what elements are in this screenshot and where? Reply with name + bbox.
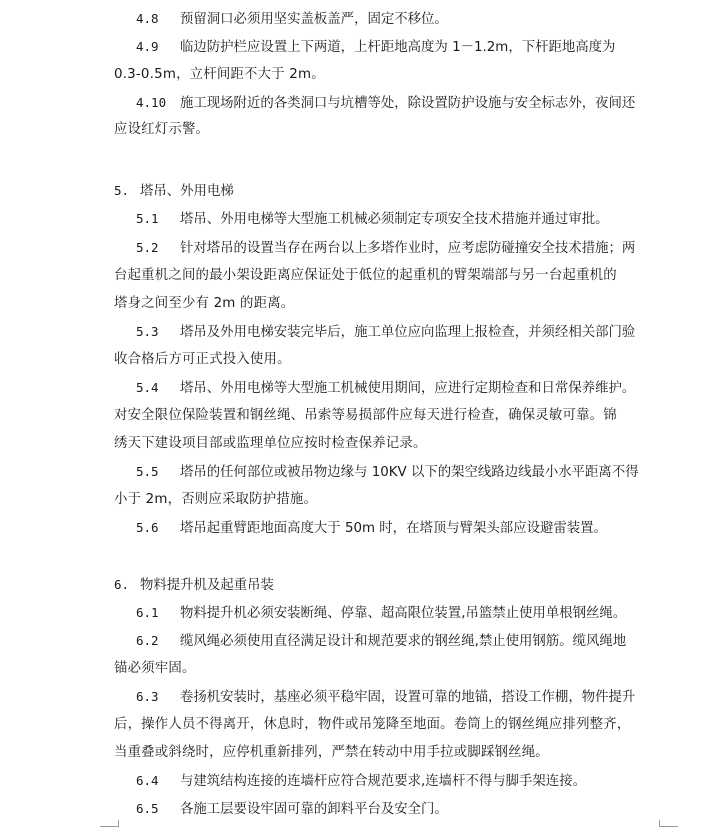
clause-5-3 [136, 324, 635, 341]
clause-4-10 [136, 95, 635, 112]
section-number: 6. [114, 577, 130, 592]
clause-5-2 [136, 240, 635, 257]
clause-text: 施工现场附近的各类洞口与坑槽等处，除设置防护设施与安全标志外，夜间还 [180, 96, 636, 111]
clause-5-5-cont: 小于 2m，否则应采取防护措施。 [114, 492, 318, 507]
clause-text: 塔吊、外用电梯等大型施工机械必须制定专项安全技术措施并通过审批。 [180, 212, 609, 227]
section-title: 物料提升机及起重吊装 [140, 578, 274, 593]
clause-number: 5.6 [136, 520, 159, 535]
clause-text: 卷扬机安装时，基座必须平稳牢固，设置可靠的地锚，搭设工作棚，物件提升 [180, 690, 636, 705]
clause-text: 针对塔吊的设置当存在两台以上多塔作业时，应考虑防碰撞安全技术措施；两 [180, 241, 636, 256]
section-title: 塔吊、外用电梯 [140, 184, 234, 199]
clause-5-4-cont: 对安全限位保险装置和钢丝绳、吊索等易损部件应每天进行检查，确保灵敏可靠。锦 [114, 408, 617, 423]
clause-4-8 [136, 11, 448, 28]
clause-text: 塔吊的任何部位或被吊物边缘与 10KV 以下的架空线路边线最小水平距离不得 [180, 465, 639, 480]
page-corner-mark-left [100, 820, 119, 827]
clause-5-2-cont: 台起重机之间的最小架设距离应保证处于低位的起重机的臂架端部与另一台起重机的 [114, 268, 617, 283]
clause-text: 与建筑结构连接的连墙杆应符合规范要求,连墙杆不得与脚手架连接。 [180, 774, 586, 789]
clause-5-4 [136, 380, 635, 397]
clause-6-3-cont: 当重叠或斜绕时，应停机重新排列，严禁在转动中用手拉或脚踩钢丝绳。 [114, 745, 549, 760]
clause-text: 塔吊及外用电梯安装完毕后，施工单位应向监理上报检查，并须经相关部门验 [180, 325, 636, 340]
clause-4-9 [136, 39, 615, 56]
clause-number: 4.8 [136, 11, 159, 26]
clause-6-3-cont: 后，操作人员不得离开，休息时，物件或吊笼降至地面。卷筒上的钢丝绳应排列整齐， [114, 717, 631, 732]
clause-6-2 [136, 633, 626, 650]
clause-6-1 [136, 605, 626, 622]
clause-5-1 [136, 211, 609, 228]
clause-number: 5.4 [136, 380, 159, 395]
clause-5-4-cont: 绣天下建设项目部或监理单位应按时检查保养记录。 [114, 436, 427, 451]
clause-number: 6.1 [136, 605, 159, 620]
section-5-heading [114, 183, 234, 200]
clause-4-10-cont: 应设红灯示警。 [114, 122, 210, 137]
clause-number: 4.9 [136, 39, 159, 54]
clause-4-9-cont: 0.3-0.5m，立杆间距不大于 2m。 [114, 67, 325, 82]
clause-text: 塔吊、外用电梯等大型施工机械使用期间，应进行定期检查和日常保养维护。 [180, 381, 636, 396]
clause-6-2-cont: 锚必须牢固。 [114, 661, 196, 676]
clause-number: 5.2 [136, 240, 159, 255]
clause-number: 5.5 [136, 464, 159, 479]
clause-text: 塔吊起重臂距地面高度大于 50m 时，在塔顶与臂架头部应设避雷装置。 [180, 521, 607, 536]
clause-number: 5.3 [136, 324, 159, 339]
clause-5-5 [136, 464, 639, 481]
clause-number: 6.4 [136, 773, 159, 788]
clause-number: 6.2 [136, 633, 159, 648]
clause-text: 各施工层要设牢固可靠的卸料平台及安全门。 [180, 802, 448, 817]
clause-text: 缆风绳必须使用直径满足设计和规范要求的钢丝绳,禁止使用钢筋。缆风绳地 [180, 634, 627, 649]
clause-number: 4.10 [136, 95, 167, 110]
clause-6-3 [136, 689, 635, 706]
clause-5-3-cont: 收合格后方可正式投入使用。 [114, 352, 291, 367]
page-corner-mark-right [659, 820, 678, 827]
clause-5-2-cont: 塔身之间至少有 2m 的距离。 [114, 296, 295, 311]
section-6-heading [114, 577, 274, 594]
clause-text: 临边防护栏应设置上下两道，上杆距地高度为 1－1.2m，下杆距地高度为 [180, 40, 616, 55]
section-number: 5. [114, 183, 130, 198]
clause-number: 6.3 [136, 689, 159, 704]
clause-5-6 [136, 520, 607, 537]
clause-text: 物料提升机必须安装断绳、停靠、超高限位装置,吊篮禁止使用单根钢丝绳。 [180, 606, 627, 621]
clause-text: 预留洞口必须用坚实盖板盖严，固定不移位。 [180, 12, 448, 27]
clause-6-4 [136, 773, 586, 790]
clause-number: 5.1 [136, 211, 159, 226]
clause-number: 6.5 [136, 801, 159, 816]
clause-6-5 [136, 801, 448, 818]
